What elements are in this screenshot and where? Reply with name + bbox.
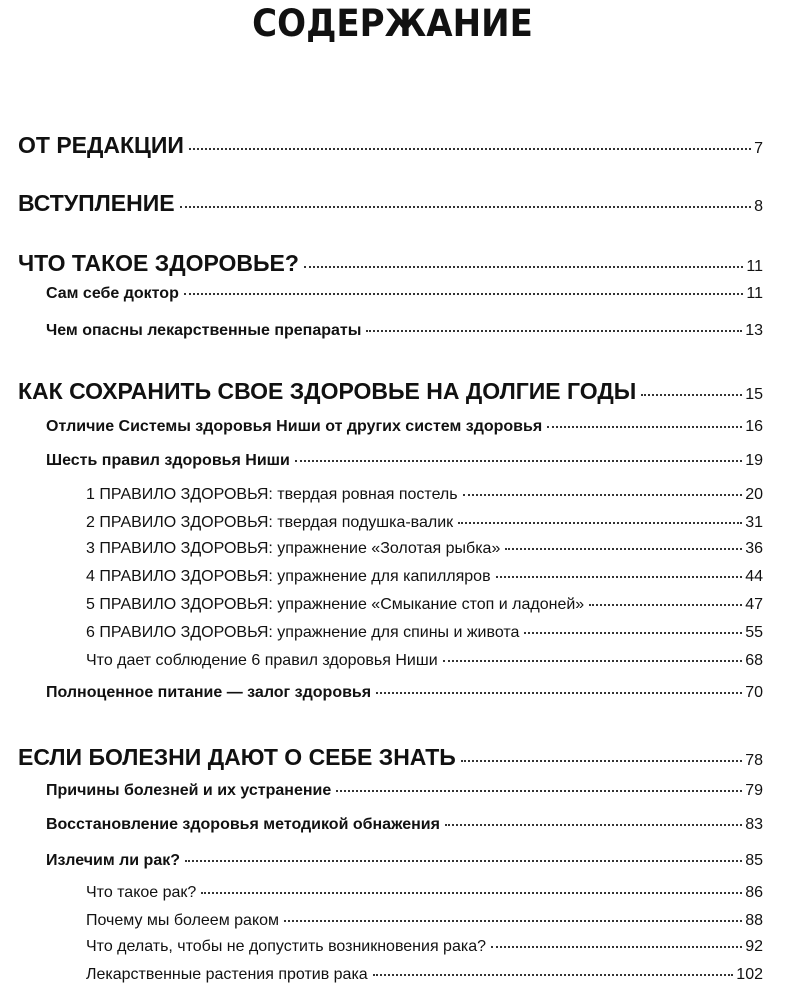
dot-leader [336, 790, 742, 792]
toc-entry-page-number: 15 [745, 386, 763, 403]
toc-entry-page-number: 68 [745, 652, 763, 669]
dot-leader [185, 860, 742, 862]
toc-entry [0, 684, 763, 702]
toc-entry [0, 418, 763, 436]
toc-entry-title: Почему мы болеем раком [86, 912, 280, 929]
dot-leader [284, 920, 742, 922]
toc-entry [0, 884, 763, 902]
toc-entry-title: 1 ПРАВИЛО ЗДОРОВЬЯ: твердая ровная постель [86, 486, 458, 503]
toc-entry-title: Восстановление здоровья методикой обнажения [46, 816, 440, 833]
toc-entry-title: ОТ РЕДАКЦИИ [18, 132, 184, 158]
toc-entry-page-number: 79 [745, 782, 763, 799]
toc-entry-title: ВСТУПЛЕНИЕ [18, 190, 175, 216]
page-title: СОДЕРЖАНИЕ [252, 2, 533, 45]
toc-entry-title: Отличие Системы здоровья Ниши от других систем здоровья [46, 418, 543, 435]
toc-entry-page-number: 55 [745, 624, 763, 641]
toc-entry-page-number: 85 [745, 852, 763, 869]
dot-leader [463, 494, 743, 496]
toc-entry-page-number: 83 [745, 816, 763, 833]
dot-leader [547, 426, 742, 428]
toc-entry-title: ЧТО ТАКОЕ ЗДОРОВЬЕ? [18, 250, 299, 276]
dot-leader [304, 266, 743, 268]
toc-entry-page-number: 8 [754, 198, 763, 215]
toc-entry [0, 540, 763, 558]
toc-entry-page-number: 70 [745, 684, 763, 701]
toc-entry-title: Излечим ли рак? [46, 852, 180, 869]
toc-entry-page-number: 88 [745, 912, 763, 929]
toc-entry [0, 938, 763, 956]
toc-entry-page-number: 92 [745, 938, 763, 955]
toc-entry-page-number: 31 [745, 514, 763, 531]
toc-entry-page-number: 86 [745, 884, 763, 901]
toc-entry-title: 2 ПРАВИЛО ЗДОРОВЬЯ: твердая подушка-валик [86, 514, 454, 531]
dot-leader [496, 576, 743, 578]
dot-leader [458, 522, 742, 524]
toc-entry-title: Лекарственные растения против рака [86, 966, 368, 983]
dot-leader [589, 604, 742, 606]
toc-entry-page-number: 44 [745, 568, 763, 585]
dot-leader [376, 692, 742, 694]
toc-entry-title: Что такое рак? [86, 884, 197, 901]
toc-entry [0, 966, 763, 984]
toc-entry-title: ЕСЛИ БОЛЕЗНИ ДАЮТ О СЕБЕ ЗНАТЬ [18, 744, 456, 770]
dot-leader [445, 824, 742, 826]
toc-entry-page-number: 11 [746, 258, 763, 275]
toc-entry-page-number: 19 [745, 452, 763, 469]
dot-leader [295, 460, 742, 462]
toc-entry [0, 744, 763, 771]
dot-leader [180, 206, 751, 208]
dot-leader [443, 660, 743, 662]
toc-entry [0, 568, 763, 586]
dot-leader [373, 974, 734, 976]
dot-leader [641, 394, 742, 396]
toc-entry-title: Чем опасны лекарственные препараты [46, 322, 362, 339]
toc-entry-page-number: 36 [745, 540, 763, 557]
dot-leader [184, 293, 744, 295]
toc-entry-title: 4 ПРАВИЛО ЗДОРОВЬЯ: упражнение для капилляров [86, 568, 491, 585]
toc-entry-page-number: 13 [745, 322, 763, 339]
toc-entry-title: Полноценное питание — залог здоровья [46, 684, 372, 701]
toc-entry [0, 514, 763, 532]
toc-entry [0, 652, 763, 670]
toc-entry-title: Шесть правил здоровья Ниши [46, 452, 290, 469]
dot-leader [201, 892, 742, 894]
toc-entry [0, 912, 763, 930]
toc-entry-page-number: 16 [745, 418, 763, 435]
toc-entry-title: Что делать, чтобы не допустить возникновения рака? [86, 938, 486, 955]
toc-entry-title: 3 ПРАВИЛО ЗДОРОВЬЯ: упражнение «Золотая рыбка» [86, 540, 501, 557]
toc-entry-title: Сам себе доктор [46, 285, 179, 302]
toc-entry [0, 132, 763, 159]
toc-entry [0, 322, 763, 340]
toc-entry-page-number: 102 [736, 966, 763, 983]
toc-entry [0, 250, 763, 277]
toc-entry [0, 624, 763, 642]
dot-leader [461, 760, 742, 762]
toc-entry-title: КАК СОХРАНИТЬ СВОЕ ЗДОРОВЬЕ НА ДОЛГИЕ ГОДЫ [18, 378, 637, 404]
dot-leader [505, 548, 742, 550]
toc-entry [0, 596, 763, 614]
toc-entry-title: Что дает соблюдение 6 правил здоровья Ниши [86, 652, 438, 669]
dot-leader [189, 148, 751, 150]
toc-entry-title: 6 ПРАВИЛО ЗДОРОВЬЯ: упражнение для спины и живота [86, 624, 520, 641]
toc-entry [0, 486, 763, 504]
toc-entry-page-number: 20 [745, 486, 763, 503]
toc-entry [0, 452, 763, 470]
dot-leader [366, 330, 742, 332]
dot-leader [524, 632, 742, 634]
toc-entry-title: Причины болезней и их устранение [46, 782, 332, 799]
toc-entry [0, 852, 763, 870]
toc-entry [0, 816, 763, 834]
toc-entry-page-number: 47 [745, 596, 763, 613]
toc-entry-page-number: 78 [745, 752, 763, 769]
toc-entry [0, 378, 763, 405]
dot-leader [491, 946, 742, 948]
toc-entry-title: 5 ПРАВИЛО ЗДОРОВЬЯ: упражнение «Смыкание стоп и ладоней» [86, 596, 585, 613]
toc-entry [0, 190, 763, 217]
toc-entry [0, 285, 763, 303]
toc-entry-page-number: 11 [746, 285, 763, 302]
toc-entry [0, 782, 763, 800]
toc-entry-page-number: 7 [754, 140, 763, 157]
